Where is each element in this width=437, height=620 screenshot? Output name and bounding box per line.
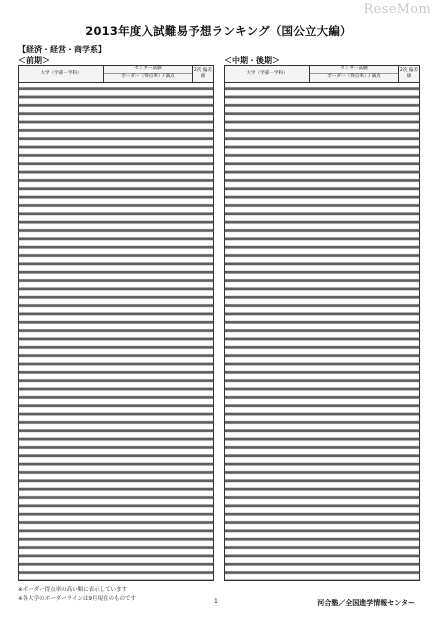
footnote: ※各大学のボーダーラインは9月現在のものです (18, 596, 136, 602)
header-second-exam: 2次 偏差値 (399, 68, 419, 79)
ranking-table-zenki (18, 65, 214, 581)
header-center-top: センター試験 (310, 66, 398, 74)
source-credit: 河合塾／全国進学情報センター (317, 599, 415, 607)
header-center-top: センター試験 (104, 66, 192, 74)
header-center-bottom: ボーダー（得点率）/ 満点 (327, 74, 381, 79)
table-rows (19, 83, 213, 580)
resemom-logo: ReseMom (363, 2, 431, 17)
header-center-exam (310, 66, 399, 82)
table-header (19, 66, 213, 83)
header-second-exam: 2次 偏差値 (193, 68, 213, 79)
footnote: ※ボーダー得点率の高い順に表示しています (18, 587, 128, 593)
right-table-label: ＜中期・後期＞ (224, 56, 280, 65)
left-table-label: ＜前期＞ (18, 56, 50, 65)
header-center-exam (104, 66, 193, 82)
header-center-bottom: ボーダー（得点率）/ 満点 (121, 74, 175, 79)
page-number: 1 (214, 598, 218, 605)
ranking-table-chuki-koki (224, 65, 420, 581)
section-heading: 【経済・経営・商学系】 (18, 45, 106, 54)
table-rows (225, 83, 419, 580)
table-header (225, 66, 419, 83)
header-university: 大学（学部－学科） (19, 66, 104, 82)
header-university: 大学（学部－学科） (225, 66, 310, 82)
page-title: 2013年度入試難易予想ランキング（国公立大編） (85, 24, 352, 38)
